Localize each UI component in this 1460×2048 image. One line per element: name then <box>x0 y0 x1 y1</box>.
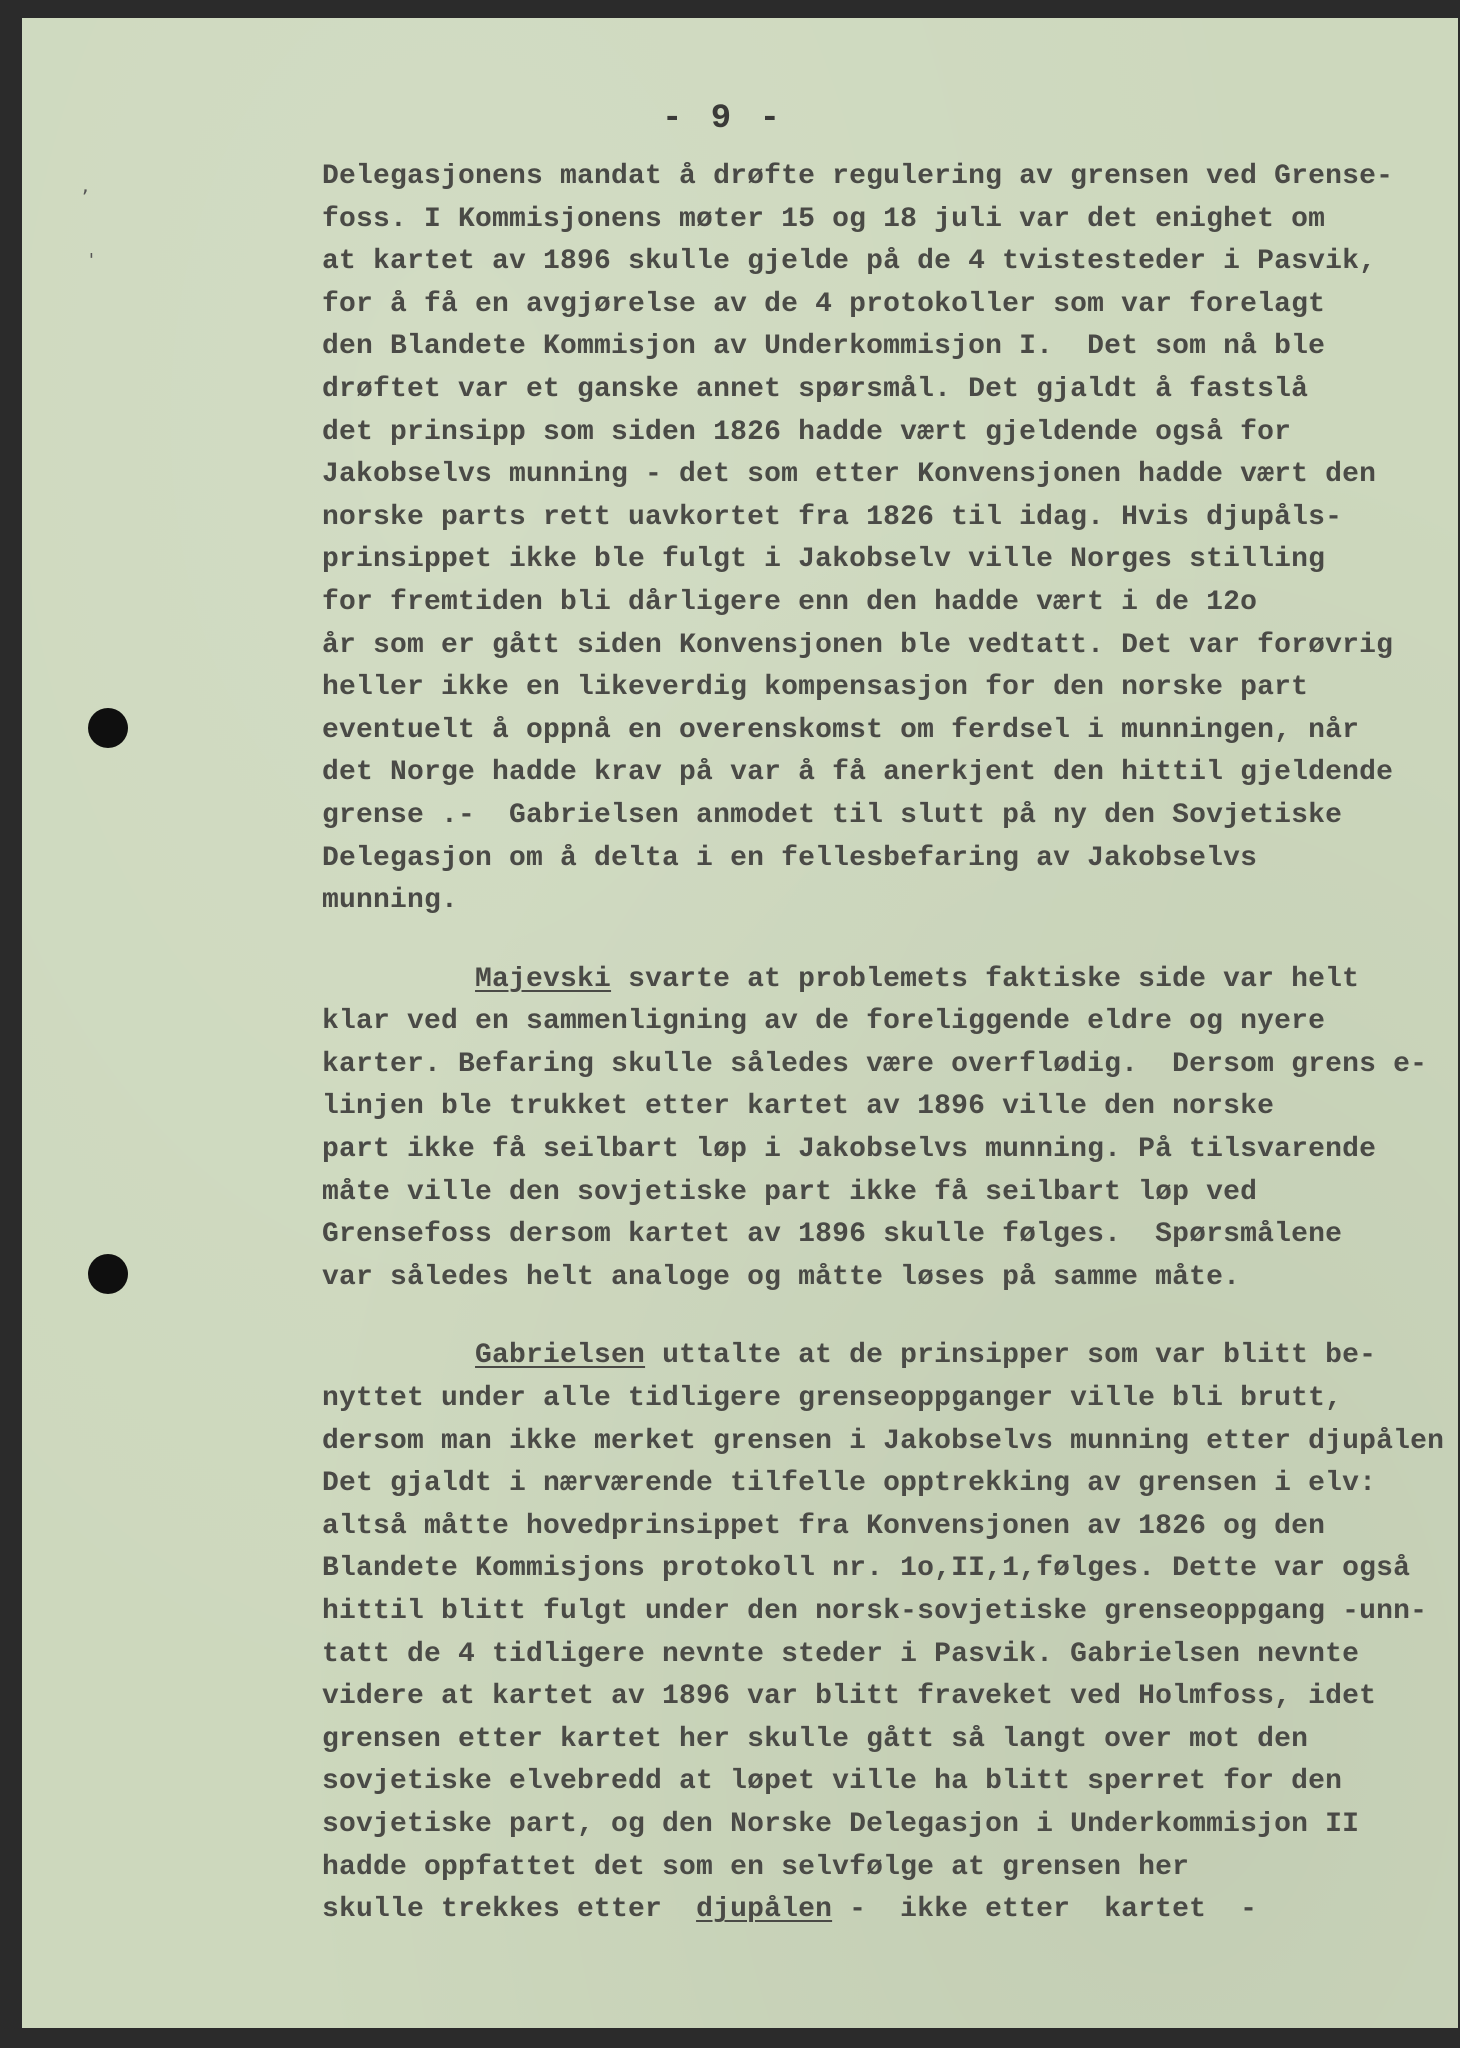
text-line: sovjetiske elvebredd at løpet ville ha blitt sperret for den <box>322 1766 1343 1798</box>
document-body <box>322 156 1460 1932</box>
document-page <box>22 18 1458 2028</box>
text-line: Delegasjon om å delta i en fellesbefaring av Jakobselvs <box>322 842 1258 874</box>
text-line: part ikke få seilbart løp i Jakobselvs munning. På tilsvarende <box>322 1134 1377 1166</box>
text-line: hittil blitt fulgt under den norsk-sovjetiske grenseoppgang -unn- <box>322 1596 1428 1627</box>
paragraph-indent <box>322 964 475 995</box>
text-line: Delegasjonens mandat å drøfte regulering av grensen ved Grense- <box>322 161 1394 192</box>
underlined-term: djupålen <box>696 1894 833 1926</box>
margin-mark: , <box>80 176 91 197</box>
text-line: det prinsipp som siden 1826 hadde vært gjeldende også for <box>322 416 1292 448</box>
text-line: år som er gått siden Konvensjonen ble vedtatt. Det var forøvrig <box>322 629 1394 661</box>
text-line: var således helt analoge og måtte løses på samme måte. <box>322 1261 1241 1293</box>
text-line: tatt de 4 tidligere nevnte steder i Pasvik. Gabrielsen nevnte <box>322 1638 1360 1670</box>
text-line: munning. <box>322 885 459 917</box>
text-line: Grensefoss dersom kartet av 1896 skulle følges. Spørsmålene <box>322 1219 1343 1251</box>
page-number: - 9 - <box>662 100 785 138</box>
text-line: grensen etter kartet her skulle gått så langt over mot den <box>322 1723 1309 1755</box>
text-line: altså måtte hovedprinsippet fra Konvensjonen av 1826 og den <box>322 1510 1326 1542</box>
text-line <box>322 959 1460 1002</box>
speaker-name: Gabrielsen <box>475 1340 646 1372</box>
text-fragment: uttalte at de prinsipper som var blitt be- <box>645 1340 1377 1372</box>
speaker-name: Majevski <box>475 963 612 995</box>
text-line: at kartet av 1896 skulle gjelde på de 4 tvistesteder i Pasvik, <box>322 246 1377 278</box>
text-line: linjen ble trukket etter kartet av 1896 ville den norske <box>322 1091 1275 1123</box>
text-line: sovjetiske part, og den Norske Delegasjon i Underkommisjon II <box>322 1808 1360 1840</box>
paragraph-2 <box>322 959 1460 1300</box>
text-line: eventuelt å oppnå en overenskomst om ferdsel i munningen, når <box>322 714 1360 746</box>
paragraph-3 <box>322 1335 1460 1931</box>
margin-mark: ' <box>86 250 97 271</box>
text-line: norske parts rett uavkortet fra 1826 til idag. Hvis djupåls- <box>322 501 1343 533</box>
text-line: hadde oppfattet det som en selvfølge at grensen her <box>322 1851 1190 1883</box>
text-line: dersom man ikke merket grensen i Jakobselvs munning etter djupålen <box>322 1425 1445 1457</box>
text-line: den Blandete Kommisjon av Underkommisjon I. Det som nå ble <box>322 331 1326 363</box>
punch-hole-bottom <box>88 1254 128 1294</box>
text-line <box>322 1889 1460 1932</box>
text-line: for å få en avgjørelse av de 4 protokoller som var forelagt <box>322 288 1326 320</box>
text-line: drøftet var et ganske annet spørsmål. Det gjaldt å fastslå <box>322 373 1309 405</box>
text-line: Blandete Kommisjons protokoll nr. 1o,II,1,følges. Dette var også <box>322 1553 1411 1585</box>
text-line: karter. Befaring skulle således være overflødig. Dersom grens e- <box>322 1048 1428 1080</box>
text-fragment: svarte at problemets faktiske side var helt <box>611 963 1360 995</box>
paragraph-indent <box>322 1340 475 1371</box>
text-line: for fremtiden bli dårligere enn den hadde vært i de 12o <box>322 586 1258 618</box>
text-line: prinsippet ikke ble fulgt i Jakobselv ville Norges stilling <box>322 544 1326 576</box>
text-line: måte ville den sovjetiske part ikke få seilbart løp ved <box>322 1176 1258 1208</box>
text-line: videre at kartet av 1896 var blitt fraveket ved Holmfoss, idet <box>322 1681 1377 1713</box>
text-line: nyttet under alle tidligere grenseoppganger ville bli brutt, <box>322 1383 1343 1415</box>
text-line: heller ikke en likeverdig kompensasjon for den norske part <box>322 672 1309 704</box>
text-fragment: - ikke etter kartet - <box>832 1894 1258 1926</box>
text-line: klar ved en sammenligning av de foreliggende eldre og nyere <box>322 1006 1326 1038</box>
punch-hole-top <box>88 708 128 748</box>
text-line: Jakobselvs munning - det som etter Konvensjonen hadde vært den <box>322 459 1377 491</box>
paragraph-1 <box>322 156 1460 923</box>
text-line: det Norge hadde krav på var å få anerkjent den hittil gjeldende <box>322 757 1394 789</box>
text-line: grense .- Gabrielsen anmodet til slutt på ny den Sovjetiske <box>322 799 1343 831</box>
text-line <box>322 1335 1460 1378</box>
text-fragment: skulle trekkes etter <box>322 1894 697 1926</box>
text-line: foss. I Kommisjonens møter 15 og 18 juli var det enighet om <box>322 203 1326 235</box>
text-line: Det gjaldt i nærværende tilfelle opptrekking av grensen i elv: <box>322 1468 1377 1500</box>
